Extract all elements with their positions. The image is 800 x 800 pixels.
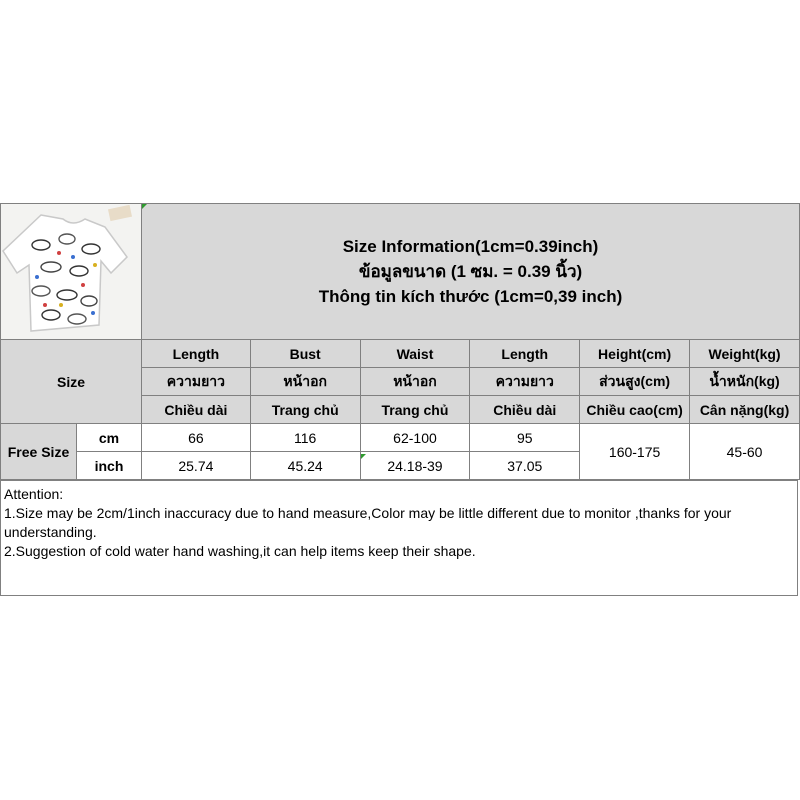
inch-value: 25.74 xyxy=(142,452,251,480)
col-header-en: Weight(kg) xyxy=(690,340,800,368)
size-chart xyxy=(0,203,800,597)
col-header-th: ส่วนสูง(cm) xyxy=(580,368,690,396)
weight-range: 45-60 xyxy=(690,424,800,480)
title-english: Size Information(1cm=0.39inch) xyxy=(342,237,599,256)
product-thumbnail xyxy=(1,204,142,340)
shirt-image xyxy=(1,205,141,339)
title-vietnamese: Thông tin kích thước (1cm=0,39 inch) xyxy=(318,287,623,306)
col-header-th: ความยาว xyxy=(470,368,580,396)
attention-notes xyxy=(0,480,798,596)
cm-value: 116 xyxy=(250,424,360,452)
col-header-vi: Trang chủ xyxy=(250,396,360,424)
inch-value: 45.24 xyxy=(250,452,360,480)
height-range: 160-175 xyxy=(580,424,690,480)
attention-note-2: 2.Suggestion of cold water hand washing,it can help items keep their shape. xyxy=(4,543,476,559)
col-header-th: หน้าอก xyxy=(360,368,470,396)
inch-value: 37.05 xyxy=(470,452,580,480)
attention-note-1: 1.Size may be 2cm/1inch inaccuracy due to hand measure,Color may be little different due to monitor ,thanks for your understanding. xyxy=(4,505,732,540)
col-header-th: หน้าอก xyxy=(250,368,360,396)
unit-cm: cm xyxy=(77,424,142,452)
size-table xyxy=(0,203,800,480)
size-label: Size xyxy=(1,340,142,424)
cell-marker-icon xyxy=(361,454,366,459)
col-header-th: ความยาว xyxy=(142,368,251,396)
col-header-en: Bust xyxy=(250,340,360,368)
col-header-en: Length xyxy=(142,340,251,368)
col-header-th: น้ำหนัก(kg) xyxy=(690,368,800,396)
cm-value: 95 xyxy=(470,424,580,452)
attention-title: Attention: xyxy=(4,486,64,502)
cell-marker-icon xyxy=(142,204,147,209)
col-header-vi: Chiều dài xyxy=(142,396,251,424)
col-header-vi: Chiều dài xyxy=(470,396,580,424)
inch-value: 24.18-39 xyxy=(360,452,470,480)
title-thai: ข้อมูลขนาด (1 ซม. = 0.39 นิ้ว) xyxy=(358,262,583,281)
col-header-vi: Cân nặng(kg) xyxy=(690,396,800,424)
cm-value: 66 xyxy=(142,424,251,452)
row-label-free-size: Free Size xyxy=(1,424,77,480)
unit-inch: inch xyxy=(77,452,142,480)
cm-value: 62-100 xyxy=(360,424,470,452)
col-header-en: Length xyxy=(470,340,580,368)
col-header-vi: Trang chủ xyxy=(360,396,470,424)
size-info-header xyxy=(142,204,800,340)
col-header-en: Waist xyxy=(360,340,470,368)
col-header-en: Height(cm) xyxy=(580,340,690,368)
col-header-vi: Chiều cao(cm) xyxy=(580,396,690,424)
